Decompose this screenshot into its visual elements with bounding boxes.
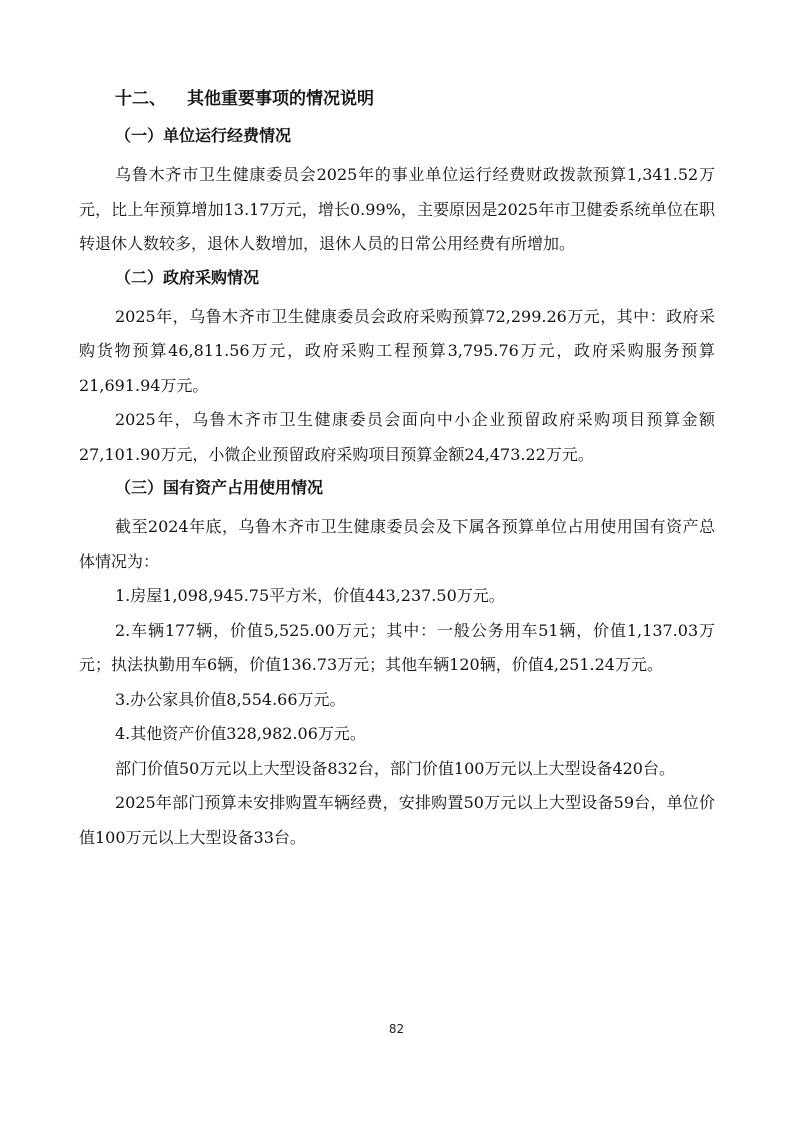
paragraph-assets-furniture: 3.办公家具价值8,554.66万元。	[115, 689, 346, 709]
paragraph-operating-expenses: 乌鲁木齐市卫生健康委员会2025年的事业单位运行经费财政拨款预算1,341.52万元，比上年预算增加13.17万元，增长0.99%，主要原因是2025年市卫健委系统单位在职转退休人数较多，退休人数增加，退休人员的日常公用经费有所增加。	[79, 165, 715, 253]
paragraph-assets-vehicles: 2.车辆177辆，价值5,525.00万元；其中：一般公务用车51辆，价值1,137.03万元；执法执勤用车6辆，价值136.73万元；其他车辆120辆，价值4,251.24万元。	[79, 620, 715, 674]
subsection-title-state-assets: （三）国有资产占用使用情况	[115, 478, 324, 497]
paragraph-sme-reserved-procurement: 2025年，乌鲁木齐市卫生健康委员会面向中小企业预留政府采购项目预算金额27,101.90万元，小微企业预留政府采购项目预算金额24,473.22万元。	[79, 410, 715, 464]
section-number: 十二、	[115, 89, 166, 109]
subsection-title-operating-expenses: （一）单位运行经费情况	[115, 126, 292, 145]
paragraph-assets-other: 4.其他资产价值328,982.06万元。	[115, 724, 366, 743]
paragraph-2025-purchase-plan: 2025年部门预算未安排购置车辆经费，安排购置50万元以上大型设备59台，单位价值100万元以上大型设备33台。	[79, 793, 715, 847]
paragraph-assets-overview: 截至2024年底，乌鲁木齐市卫生健康委员会及下属各预算单位占用使用国有资产总体情况为：	[79, 517, 715, 571]
section-title: 其他重要事项的情况说明	[187, 89, 374, 109]
paragraph-large-equipment: 部门价值50万元以上大型设备832台，部门价值100万元以上大型设备420台。	[115, 758, 675, 778]
subsection-title-government-procurement: （二）政府采购情况	[115, 267, 260, 287]
page-content	[79, 86, 715, 855]
paragraph-assets-housing: 1.房屋1,098,945.75平方米，价值443,237.50万元。	[115, 586, 505, 605]
section-heading	[115, 86, 715, 113]
page-number: 82	[388, 1022, 405, 1036]
paragraph-procurement-budget: 2025年，乌鲁木齐市卫生健康委员会政府采购预算72,299.26万元，其中：政府采购货物预算46,811.56万元，政府采购工程预算3,795.76万元，政府采购服务预算21,691.94万元。	[79, 306, 715, 395]
